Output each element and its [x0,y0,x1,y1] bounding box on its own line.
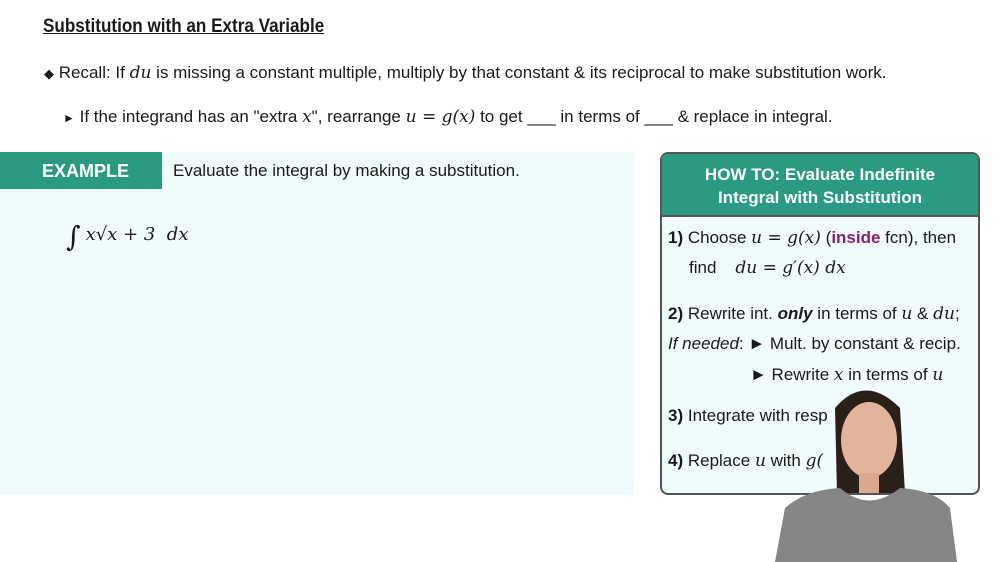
integral-expression [66,220,188,253]
text-segment: ∫ [66,220,81,253]
text-segment: ", rearrange [311,107,406,126]
text-segment: & [912,304,934,323]
text-segment: with [765,451,806,470]
text-segment: fcn), then [880,228,957,247]
text-segment: Integral with Substitution [718,188,922,207]
text-segment: 2) [668,304,684,323]
page-title: Substitution with an Extra Variable [43,16,325,37]
example-panel [0,152,634,495]
text-segment: ( [820,228,832,247]
text-segment: inside [831,228,881,247]
text-segment: Integrate with resp [683,406,828,425]
text-segment: x [302,107,312,127]
text-segment: g( [805,451,824,471]
text-segment: du [129,63,152,83]
presenter-shirt [775,488,957,562]
step-1 [668,228,956,248]
text-segment: 4) [668,451,684,470]
text-segment: in terms of [812,304,902,323]
presenter-face [841,402,897,478]
text-segment: HOW TO: Evaluate Indefinite [704,165,936,184]
text-segment: : ► Mult. by constant & recip. [738,334,961,353]
triangle-icon: ► [63,111,75,125]
text-segment: du = g′(x) dx [735,258,846,278]
text-segment: find [689,258,717,277]
text-segment: x [833,365,844,385]
text-segment: only [777,304,813,323]
text-segment: 3) [668,406,684,425]
text-segment: Choose [683,228,752,247]
text-segment: Recall: If [58,63,130,82]
example-prompt: Evaluate the integral by making a substitution. [173,161,520,180]
text-segment: u [754,451,766,471]
text-segment: in terms of [843,365,933,384]
step-2-if-needed [668,334,961,354]
diamond-icon: ◆ [44,66,54,81]
text-segment: Rewrite int. [683,304,778,323]
text-segment: u [901,304,913,324]
text-segment: x√x + 3 dx [85,224,189,245]
extra-x-bullet [63,107,833,127]
text-segment: u = g(x) [751,228,821,248]
text-segment: Replace [683,451,755,470]
text-segment: ; [954,304,960,323]
text-segment: If the integrand has an "extra [79,107,303,126]
text-segment: u = g(x) [405,107,476,127]
text-segment: 1) [668,228,684,247]
text-segment: to get ___ in terms of ___ & replace in integral. [475,107,833,126]
text-segment: u [932,365,944,385]
recall-bullet [44,63,887,83]
step-2 [668,304,960,324]
text-segment: ► Rewrite [750,365,834,384]
howto-title [662,154,978,217]
example-tag: EXAMPLE [0,152,162,189]
text-segment: If needed [668,334,739,353]
text-segment: is missing a constant multiple, multiply by that constant & its reciprocal to make substitution work. [151,63,887,82]
step-1-find [689,258,846,278]
presenter-video [765,378,965,562]
text-segment: du [933,304,955,324]
